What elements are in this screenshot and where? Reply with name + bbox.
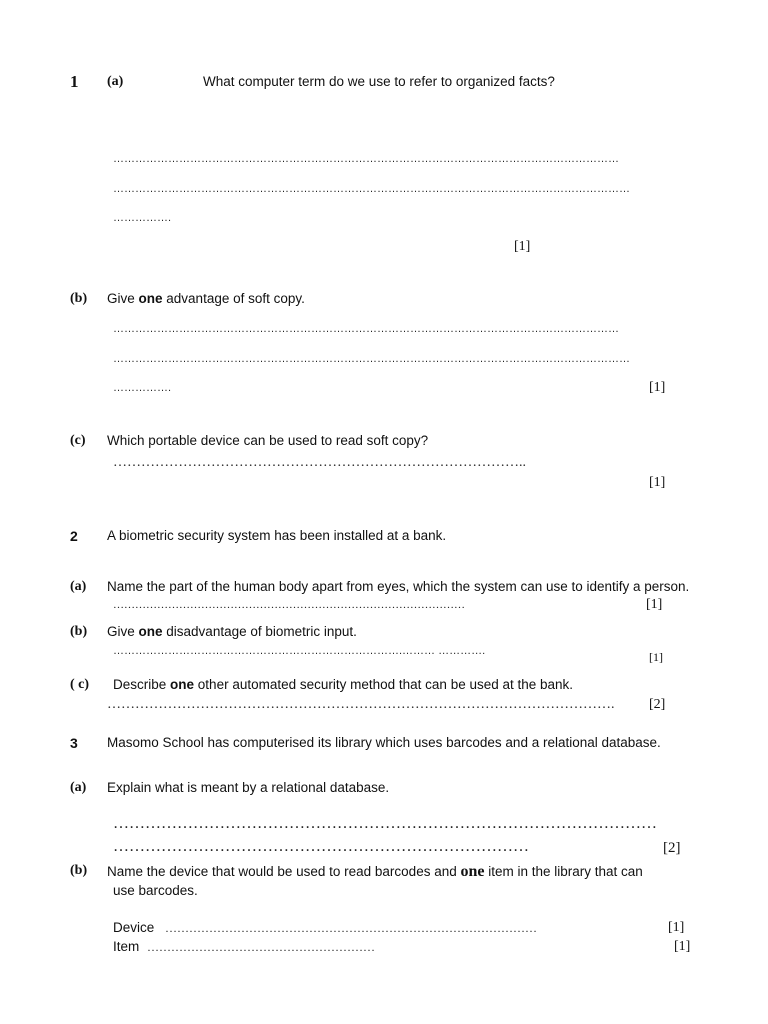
answer-line[interactable]: …………………………………………………………………….……… …………. [113,645,486,657]
answer-line[interactable]: …………………………………………………………………………………………………………………………… [113,183,630,195]
answer-line[interactable]: ……………. [113,212,172,224]
answer-line[interactable]: …………………………………………………………………………………………………………………………… [113,353,630,365]
part-label: ( c) [70,677,90,692]
marks-label: [1] [514,239,531,254]
question-text: Name the device that would be used to read barcodes and one item in the library that can [107,863,643,880]
question-text: Name the part of the human body apart from eyes, which the system can use to identify a person. [107,579,690,594]
answer-line[interactable]: ………………………………………………………………………………………………………………………… [113,153,619,165]
part-label: (a) [70,780,87,795]
marks-label: [1] [674,939,691,954]
marks-label: [1] [646,597,663,612]
part-label: (b) [70,291,88,306]
device-label: Device [113,920,155,935]
answer-line[interactable]: ………………………………………………………………………………………………………………………… [113,323,619,335]
part-label: (a) [70,579,87,594]
emphasis-word: one [460,863,485,880]
answer-line[interactable]: …………………………………………………………………………………… [113,599,465,611]
answer-line[interactable]: ………………………………………………………………………………………………. [107,697,615,712]
device-answer-line[interactable]: ………………………………………………………………………………… [165,921,537,935]
marks-label: [1] [668,920,685,935]
part-label: (b) [70,863,88,878]
question-text: Masomo School has computerised its library which uses barcodes and a relational database. [107,735,661,750]
question-text: Describe one other automated security method that can be used at the bank. [113,677,574,692]
answer-line[interactable]: …………………………………………………………………………….. [113,455,526,470]
question-number: 1 [70,72,79,91]
emphasis-word: one [138,624,163,639]
answer-line[interactable]: ………………………………………………………………………………………… [113,815,657,832]
question-text: A biometric security system has been installed at a bank. [107,528,447,543]
item-answer-line[interactable]: ………………………………………………… [147,940,375,954]
question-number: 2 [70,528,78,544]
answer-line[interactable]: …………………………………………………………………… [113,838,529,855]
question-text: Which portable device can be used to read soft copy? [107,433,429,448]
marks-label: [2] [649,697,666,712]
question-number: 3 [70,735,78,751]
item-label: Item [113,939,140,954]
part-label: (a) [107,74,124,89]
question-text: What computer term do we use to refer to organized facts? [203,74,555,89]
marks-label: [1] [649,475,666,490]
part-label: (c) [70,433,86,448]
marks-label: [1] [649,380,666,395]
question-text: Explain what is meant by a relational database. [107,780,390,795]
question-text: Give one disadvantage of biometric input. [107,624,357,639]
part-label: (b) [70,624,88,639]
answer-line[interactable]: ……………. [113,382,172,394]
emphasis-word: one [170,677,195,692]
emphasis-word: one [138,291,163,306]
question-text: Give one advantage of soft copy. [107,291,305,306]
marks-label: [2] [663,840,681,856]
question-text-continued: use barcodes. [113,883,198,898]
marks-label: [1] [649,650,663,664]
